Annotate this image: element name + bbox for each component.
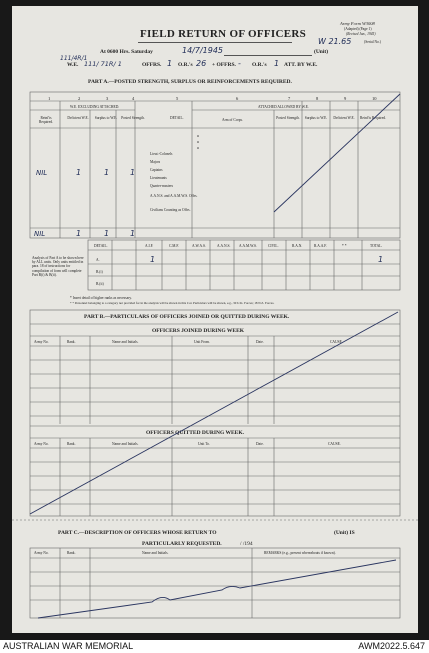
subheader: Posted Strength. bbox=[121, 116, 145, 120]
subheader: Surplus to W.E. bbox=[304, 116, 328, 120]
att-label: ATT. BY W.E. bbox=[284, 62, 318, 68]
ors2-value: 1 bbox=[274, 59, 280, 68]
joined-col: Date. bbox=[256, 340, 264, 344]
form-number: Army Form W3008 bbox=[340, 21, 375, 26]
quitted-col: Unit To. bbox=[198, 442, 210, 446]
quitted-col: Rank. bbox=[67, 442, 76, 446]
subheader: Posted Strength. bbox=[276, 116, 300, 120]
col-number: 8 bbox=[316, 96, 319, 101]
analysis-col: A.W.A.S. bbox=[192, 244, 206, 248]
we-value-top: 111/4R/1 bbox=[60, 55, 88, 62]
subheader: Reinf'ts Required. bbox=[38, 116, 54, 124]
part-c-date: / /194 bbox=[240, 541, 253, 547]
part-b-heading: PART B.—PARTICULARS OF OFFICERS JOINED OR QUITTED DURING WEEK. bbox=[84, 314, 290, 320]
offrs-label: OFFRS. bbox=[142, 62, 162, 68]
footnote-2: * * Personnel belonging to a category not provided for in the analysis will be shown in this Col. Particulars will be shown, e.g., 30 U.K. Forces; 18 N.Z. Forces. bbox=[70, 301, 275, 305]
detail-header: DETAIL. bbox=[170, 116, 184, 120]
rank-label: Quarter-masters bbox=[150, 184, 174, 188]
col-number: 10 bbox=[372, 96, 377, 101]
we-excl-header: W.E. EXCLUDING ATTACHED. bbox=[70, 105, 120, 109]
hw-value: 1 bbox=[76, 168, 82, 177]
offrs2-label: + OFFRS. bbox=[212, 62, 236, 68]
footer-accession: AWM2022.5.647 bbox=[358, 641, 425, 651]
total-value: 1 bbox=[104, 229, 110, 238]
rank-label: A.A.N.S. and A.A.M.W.S. Offrs. bbox=[150, 194, 198, 198]
part-a-heading: PART A.—POSTED STRENGTH, SURPLUS OR REINFORCEMENTS REQUIRED. bbox=[88, 79, 292, 85]
serial-label: (Serial No.) bbox=[364, 40, 381, 44]
form-sheet bbox=[12, 6, 418, 633]
analysis-col: R.A.N. bbox=[292, 244, 303, 248]
analysis-col: DETAIL. bbox=[94, 244, 108, 248]
col-number: 1 bbox=[48, 96, 51, 101]
col-number: 2 bbox=[78, 96, 81, 101]
form-title: FIELD RETURN OF OFFICERS bbox=[140, 28, 307, 40]
part-c-col: REMARKS (e.g., present whereabouts if known). bbox=[264, 551, 336, 555]
analysis-col: R.A.A.F. bbox=[314, 244, 327, 248]
we-value: 111/ 71R/ 1 bbox=[84, 60, 122, 68]
part-c-unit: (Unit) IS bbox=[334, 530, 355, 536]
unit-label: (Unit) bbox=[314, 49, 329, 55]
part-c-requested: PARTICULARLY REQUESTED. bbox=[142, 541, 222, 547]
part-c-col: Rank. bbox=[67, 551, 76, 555]
totals-nil: NIL bbox=[34, 230, 46, 238]
col-number: 9 bbox=[344, 96, 347, 101]
quitted-col: Army No. bbox=[34, 442, 49, 446]
hw-value: 1 bbox=[104, 168, 110, 177]
joined-heading: OFFICERS JOINED DURING WEEK bbox=[152, 328, 245, 334]
offrs-value: 1 bbox=[167, 59, 173, 68]
col-number: 7 bbox=[288, 96, 291, 101]
total-value: 1 bbox=[130, 229, 136, 238]
we-label: W.E. bbox=[67, 62, 79, 68]
subheader: Deficient W.E. bbox=[67, 116, 89, 120]
joined-col: Rank. bbox=[67, 340, 76, 344]
analysis-total-value: 1 bbox=[378, 255, 384, 264]
hw-value: 1 bbox=[130, 168, 136, 177]
part-c-col: Army No. bbox=[34, 551, 49, 555]
analysis-col: A.A.N.S. bbox=[217, 244, 231, 248]
joined-col: Name and Initials. bbox=[112, 340, 139, 344]
hw-nil: NIL bbox=[36, 169, 48, 177]
ors-label: O.R.'s bbox=[178, 62, 193, 68]
joined-col: Army No. bbox=[34, 340, 49, 344]
att-allowed-header: ATTACHED ALLOWED BY W.E. bbox=[258, 105, 309, 109]
archive-footer bbox=[0, 640, 429, 653]
analysis-col: A.A.M.W.S. bbox=[239, 244, 257, 248]
analysis-row: A. bbox=[96, 258, 100, 262]
rank-label: Lieutenants bbox=[150, 176, 167, 180]
analysis-col: * * bbox=[342, 244, 347, 248]
col-number: 4 bbox=[132, 96, 135, 101]
serial-value: W 21.65 bbox=[318, 37, 352, 46]
quitted-col: Name and Initials. bbox=[112, 442, 139, 446]
analysis-col: C.M.F. bbox=[169, 244, 179, 248]
rank-label: Majors bbox=[150, 160, 161, 164]
analysis-row: B.(ii) bbox=[96, 282, 104, 286]
form-adapted: (Adapted) (Page 1) bbox=[344, 27, 372, 31]
ors-value: 26 bbox=[196, 59, 207, 68]
rank-label: Captains bbox=[150, 168, 163, 172]
subheader: Arm of Corps. bbox=[222, 118, 243, 122]
subheader: Deficient W.E. bbox=[333, 116, 355, 120]
form-grid bbox=[12, 6, 418, 633]
col-number: 3 bbox=[106, 96, 109, 101]
analysis-col: A.I.F. bbox=[145, 244, 154, 248]
analysis-note: Analysis of Part A to be shown here by ALL units. Only units entitled in para. 18 of instructions for compilation of form will complete Part B(i) & B(ii). bbox=[32, 256, 84, 277]
col-number: 6 bbox=[236, 96, 239, 101]
analysis-row: B.(i) bbox=[96, 270, 103, 274]
total-value: 1 bbox=[76, 229, 82, 238]
quitted-col: CAUSE. bbox=[328, 442, 341, 446]
quitted-col: Date. bbox=[256, 442, 264, 446]
form-revised: (Revised Jan., 1945) bbox=[346, 32, 376, 36]
col-number: 5 bbox=[176, 96, 179, 101]
joined-col: CAUSE. bbox=[330, 340, 343, 344]
ors2-label: O.R.'s bbox=[252, 62, 267, 68]
quitted-heading: OFFICERS QUITTED DURING WEEK. bbox=[146, 430, 244, 436]
subheader: Reinf'ts Required. bbox=[360, 116, 386, 120]
analysis-aif-value: 1 bbox=[150, 255, 156, 264]
rank-label: Civilians Counting as Offrs. bbox=[150, 208, 191, 212]
rank-label: Lieut.-Colonels bbox=[150, 152, 173, 156]
footnote-1: * Insert detail of higher ranks as necessary. bbox=[70, 296, 132, 300]
subheader: Surplus to W.E. bbox=[94, 116, 118, 120]
analysis-col: CIVIL. bbox=[268, 244, 279, 248]
analysis-col: TOTAL. bbox=[370, 244, 383, 248]
joined-col: Unit From. bbox=[194, 340, 210, 344]
part-c-heading: PART C.—DESCRIPTION OF OFFICERS WHOSE RETURN TO bbox=[58, 530, 217, 536]
offrs2-value: - bbox=[238, 59, 241, 68]
date-value: 14/7/1945 bbox=[182, 46, 224, 55]
footer-source: AUSTRALIAN WAR MEMORIAL bbox=[3, 641, 134, 651]
at-line: At 0600 Hrs. Saturday bbox=[100, 49, 153, 55]
part-c-col: Name and Initials. bbox=[142, 551, 169, 555]
